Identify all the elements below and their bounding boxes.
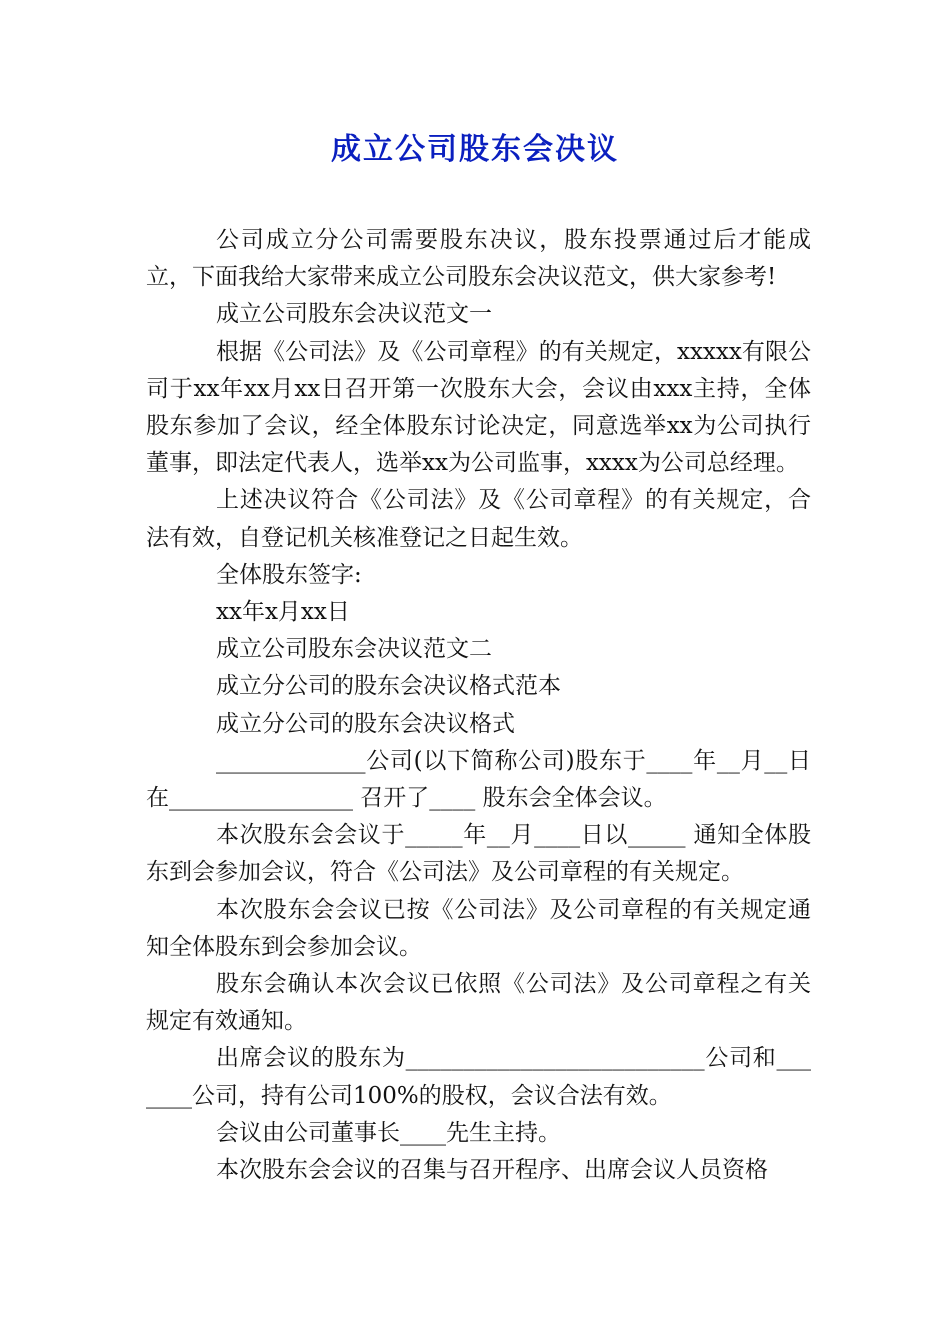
paragraph-procedure: 本次股东会会议的召集与召开程序、出席会议人员资格 — [216, 1157, 768, 1184]
paragraph-format-heading: 成立分公司的股东会决议格式 — [216, 710, 515, 737]
paragraph-notification-compliance: 本次股东会会议已按《公司法》及公司章程的有关规定通知全体股东到会参加会议。 — [146, 896, 811, 960]
paragraph-validity: 上述决议符合《公司法》及《公司章程》的有关规定，合法有效，自登记机关核准登记之日起生效。 — [146, 487, 811, 551]
document-body — [146, 222, 811, 1189]
paragraph-resolution-one: 根据《公司法》及《公司章程》的有关规定，xxxxx有限公司于xx年xx月xx日召开第一次股东大会，会议由xxx主持，全体股东参加了会议，经全体股东讨论决定，同意选举xx为公司执行董事，即法定代表人，选举xx为公司监事，xxxx为公司总经理。 — [146, 338, 811, 477]
document-title: 成立公司股东会决议 — [331, 132, 619, 167]
paragraph-date-line: xx年x月xx日 — [216, 599, 350, 626]
paragraph-intro: 公司成立分公司需要股东决议，股东投票通过后才能成立，下面我给大家带来成立公司股东会决议范文，供大家参考! — [146, 227, 811, 291]
paragraph-sample-one-heading: 成立公司股东会决议范文一 — [216, 301, 492, 328]
paragraph-signature-line: 全体股东签字: — [216, 561, 362, 588]
paragraph-confirmation: 股东会确认本次会议已依照《公司法》及公司章程之有关规定有效通知。 — [146, 971, 811, 1035]
paragraph-chairman: 会议由公司董事长____先生主持。 — [216, 1119, 561, 1146]
paragraph-meeting-notice: _____________公司(以下简称公司)股东于____年__月__日在________________ 召开了____ 股东会全体会议。 — [146, 747, 811, 812]
paragraph-attendance: 出席会议的股东为__________________________公司和_______公司，持有公司100%的股权，会议合法有效。 — [146, 1045, 811, 1109]
paragraph-sample-two-heading: 成立公司股东会决议范文二 — [216, 636, 492, 663]
paragraph-format-template-heading: 成立分公司的股东会决议格式范本 — [216, 673, 561, 700]
paragraph-notification: 本次股东会会议于_____年__月____日以_____ 通知全体股东到会参加会议，符合《公司法》及公司章程的有关规定。 — [146, 822, 811, 886]
